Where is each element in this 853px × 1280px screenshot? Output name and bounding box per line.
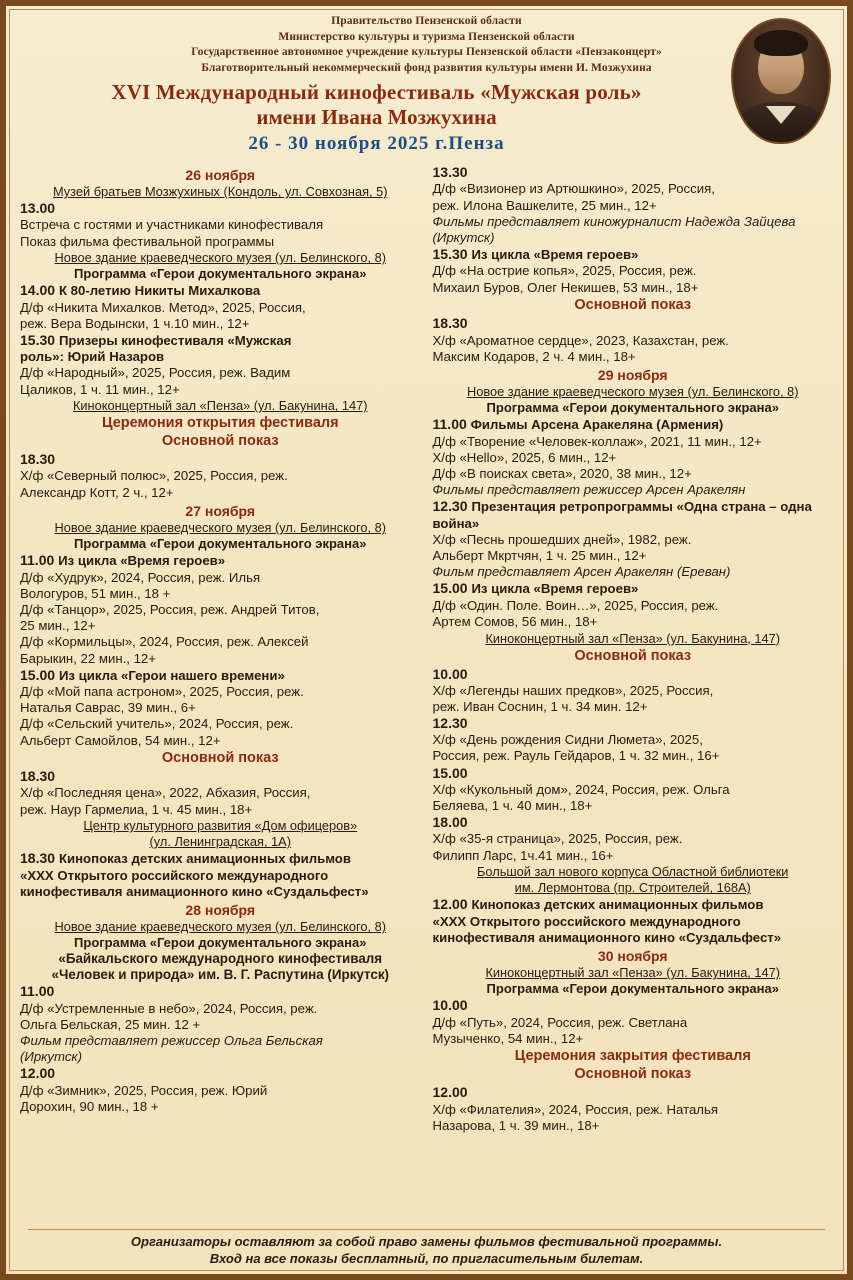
film-entry-line: Д/ф «Визионер из Артюшкино», 2025, Россия,	[432, 181, 715, 197]
schedule-date-heading: 26 ноября	[185, 167, 256, 184]
film-entry-line: Х/ф «Северный полюс», 2025, Россия, реж.	[20, 468, 288, 484]
screening-title: Презентация ретропрограммы «Одна страна – одна	[471, 499, 812, 515]
screening-time: 13.00	[20, 200, 56, 217]
film-entry-line: Д/ф «Худрук», 2024, Россия, реж. Илья	[20, 569, 261, 585]
schedule-column-left	[20, 164, 421, 1134]
footer-note-1: Организаторы оставляют за собой право замены фильмов фестивальной программы.	[130, 1234, 723, 1250]
venue-line: Новое здание краеведческого музея (ул. Белинского, 8)	[466, 384, 799, 400]
section-heading: Основной показ	[161, 750, 279, 767]
program-heading: Программа «Герои документального экрана»	[74, 536, 367, 552]
screening-time: 18.00	[432, 814, 468, 831]
venue-line: Большой зал нового корпуса Областной библиотеки	[477, 864, 789, 880]
film-entry-line: Дорохин, 90 мин., 18 +	[20, 1098, 159, 1114]
schedule-columns	[6, 158, 847, 1134]
screening-title-continued: кинофестиваля анимационного кино «Суздальфест»	[20, 883, 369, 899]
film-entry-line: Ольга Бельская, 25 мин. 12 +	[20, 1016, 201, 1032]
film-entry-line: Наталья Саврас, 39 мин., 6+	[20, 700, 196, 716]
schedule-column-right	[433, 164, 834, 1134]
screening-time-with-title	[20, 332, 421, 349]
film-entry-line: Х/ф «Hello», 2025, 6 мин., 12+	[432, 449, 617, 465]
film-entry-line: Х/ф «Легенды наших предков», 2025, Россия,	[432, 682, 714, 698]
venue-line: Центр культурного развития «Дом офицеров»	[83, 818, 358, 834]
presenter-note: Фильмы представляет киножурналист Надежда Зайцева	[432, 213, 796, 229]
presenter-note: Фильмы представляет режиссер Арсен Аракелян	[432, 482, 746, 498]
film-entry-line: Назарова, 1 ч. 39 мин., 18+	[432, 1117, 600, 1133]
film-entry-line: Альберт Мкртчян, 1 ч. 25 мин., 12+	[432, 548, 647, 564]
film-entry-line: Д/ф «Народный», 2025, Россия, реж. Вадим	[20, 365, 291, 381]
film-entry-line: Филипп Ларс, 1ч.41 мин., 16+	[432, 847, 614, 863]
film-entry-line: Х/ф «День рождения Сидни Люмета», 2025,	[432, 732, 703, 748]
film-entry-line: реж. Вера Водынски, 1 ч.10 мин., 12+	[20, 315, 250, 331]
screening-time: 15.30	[432, 246, 472, 263]
program-heading: Программа «Герои документального экрана»	[74, 935, 367, 951]
section-heading: Церемония закрытия фестиваля	[514, 1048, 751, 1065]
film-entry-line: Барыкин, 22 мин., 12+	[20, 650, 156, 666]
film-entry-line: Д/ф «Танцор», 2025, Россия, реж. Андрей Титов,	[20, 601, 320, 617]
schedule-date-heading: 28 ноября	[185, 902, 256, 919]
screening-time: 11.00	[20, 552, 59, 569]
section-heading: Основной показ	[574, 297, 692, 314]
screening-time: 14.00	[20, 282, 59, 299]
film-entry-line: Показ фильма фестивальной программы	[20, 233, 275, 249]
screening-title: Кинопоказ детских анимационных фильмов	[58, 851, 351, 867]
subsection-heading: «Человек и природа» им. В. Г. Распутина (Иркутск)	[51, 967, 389, 983]
screening-time: 18.30	[20, 850, 59, 867]
screening-title: Фильмы Арсена Аракеляна (Армения)	[470, 417, 724, 433]
screening-time: 15.00	[20, 666, 59, 683]
screening-time: 15.00	[432, 580, 472, 597]
film-entry-line: Вологуров, 51 мин., 18 +	[20, 585, 171, 601]
film-entry-line: Михаил Буров, Олег Некишев, 53 мин., 18+	[432, 279, 699, 295]
page-title: XVI Международный кинофестиваль «Мужская роль»	[111, 80, 642, 105]
screening-time: 11.00	[432, 416, 471, 433]
section-heading: Основной показ	[574, 1066, 692, 1083]
screening-time-with-title	[433, 896, 834, 913]
film-entry-line: Д/ф «Мой папа астроном», 2025, Россия, реж.	[20, 683, 304, 699]
organizer-line-2: Министерство культуры и туризма Пензенской области	[278, 30, 575, 43]
film-entry-line: Х/ф «Кукольный дом», 2024, Россия, реж. Ольга	[432, 781, 730, 797]
presenter-note: Фильм представляет Арсен Аракелян (Ереван)	[432, 564, 731, 580]
screening-title: Из цикла «Время героев»	[471, 581, 639, 597]
screening-title: Из цикла «Время героев»	[471, 247, 639, 263]
screening-time: 18.30	[432, 315, 468, 332]
film-entry-line: Д/ф «В поисках света», 2020, 38 мин., 12+	[432, 466, 692, 482]
schedule-date-heading: 30 ноября	[597, 948, 668, 965]
screening-time-with-title	[20, 667, 421, 684]
venue-line: Новое здание краеведческого музея (ул. Белинского, 8)	[54, 919, 386, 935]
film-entry-line: Александр Котт, 2 ч., 12+	[20, 484, 174, 500]
screening-time-with-title	[20, 850, 421, 867]
section-heading: Основной показ	[161, 433, 279, 450]
screening-time: 11.00	[20, 983, 55, 1000]
page-subtitle: имени Ивана Мозжухина	[256, 104, 497, 129]
film-entry-line: Х/ф «Последняя цена», 2022, Абхазия, Россия,	[20, 785, 311, 801]
schedule-date-heading: 27 ноября	[185, 503, 256, 520]
venue-line: Новое здание краеведческого музея (ул. Белинского, 8)	[54, 520, 386, 536]
screening-time-with-title	[20, 552, 421, 569]
festival-dates: 26 - 30 ноября 2025 г.Пенза	[248, 132, 505, 154]
poster-header	[6, 6, 847, 158]
screening-title-continued: «ХХХ Открытого российского международного	[20, 867, 329, 883]
screening-time: 13.30	[432, 164, 468, 181]
screening-time-with-title	[433, 580, 834, 597]
film-entry-line: Д/ф «Один. Поле. Воин…», 2025, Россия, реж.	[432, 597, 719, 613]
film-entry-line: Беляева, 1 ч. 40 мин., 18+	[432, 798, 593, 814]
venue-line: Киноконцертный зал «Пенза» (ул. Бакунина, 147)	[485, 965, 781, 981]
venue-line: Киноконцертный зал «Пенза» (ул. Бакунина, 147)	[485, 630, 781, 646]
screening-time: 10.00	[432, 665, 468, 682]
screening-time: 12.30	[432, 715, 468, 732]
screening-title: Кинопоказ детских анимационных фильмов	[471, 897, 764, 913]
screening-title-continued: кинофестиваля анимационного кино «Суздальфест»	[432, 929, 782, 945]
film-entry-line: Д/ф «Кормильцы», 2024, Россия, реж. Алексей	[20, 634, 309, 650]
presenter-note: (Иркутск)	[432, 230, 495, 246]
film-entry-line: реж. Иван Соснин, 1 ч. 34 мин. 12+	[432, 698, 648, 714]
subsection-heading: «Байкальского международного кинофестиваля	[58, 951, 383, 967]
screening-time: 10.00	[432, 997, 468, 1014]
screening-time-with-title	[20, 282, 421, 299]
film-entry-line: реж. Илона Вашкелите, 25 мин., 12+	[432, 197, 657, 213]
film-entry-line: Д/ф «На острие копья», 2025, Россия, реж.	[432, 263, 697, 279]
program-heading: Программа «Герои документального экрана»	[486, 981, 779, 997]
organizer-line-1: Правительство Пензенской области	[331, 15, 522, 27]
portrait-ivan-mozzhukhin	[731, 18, 831, 144]
film-entry-line: Артем Сомов, 56 мин., 18+	[432, 613, 598, 629]
venue-line-continued: (ул. Ленинградская, 1А)	[149, 834, 291, 850]
screening-title-continued: роль»: Юрий Назаров	[20, 349, 165, 365]
screening-time: 12.00	[432, 1084, 468, 1101]
screening-time-with-title	[433, 498, 834, 515]
title-block	[16, 80, 837, 156]
film-entry-line: Максим Кодаров, 2 ч. 4 мин., 18+	[432, 348, 636, 364]
film-entry-line: Д/ф «Творение «Человек-коллаж», 2021, 11 мин., 12+	[432, 433, 762, 449]
program-heading: Программа «Герои документального экрана»	[74, 266, 367, 282]
film-entry-line: Встреча с гостями и участниками кинофестиваля	[20, 217, 324, 233]
program-heading: Программа «Герои документального экрана»	[486, 400, 779, 416]
presenter-note: (Иркутск)	[20, 1049, 83, 1065]
screening-title: К 80-летию Никиты Михалкова	[58, 283, 261, 299]
poster-footer	[6, 1229, 847, 1268]
film-entry-line: Х/ф «35-я страница», 2025, Россия, реж.	[432, 831, 683, 847]
schedule-date-heading: 29 ноября	[597, 367, 668, 384]
film-entry-line: Х/ф «Песнь прошедших дней», 1982, реж.	[432, 531, 692, 547]
organizer-line-3: Государственное автономное учреждение культуры Пензенской области «Пензаконцерт»	[191, 46, 662, 59]
screening-title: Из цикла «Время героев»	[58, 553, 226, 569]
screening-time: 12.30	[432, 498, 472, 515]
screening-title-continued: война»	[432, 515, 480, 531]
screening-title: Из цикла «Герои нашего времени»	[58, 667, 285, 683]
venue-line: Музей братьев Мозжухиных (Кондоль, ул. Совхозная, 5)	[52, 184, 388, 200]
venue-line: Новое здание краеведческого музея (ул. Белинского, 8)	[54, 250, 386, 266]
film-entry-line: Х/ф «Филателия», 2024, Россия, реж. Наталья	[432, 1101, 718, 1117]
film-entry-line: Альберт Самойлов, 54 мин., 12+	[20, 732, 221, 748]
film-entry-line: Д/ф «Устремленные в небо», 2024, Россия, реж.	[20, 1000, 318, 1016]
screening-title-continued: «ХХХ Открытого российского международного	[432, 913, 741, 929]
venue-line-continued: им. Лермонтова (пр. Строителей, 168А)	[514, 880, 751, 896]
presenter-note: Фильм представляет режиссер Ольга Бельская	[20, 1033, 323, 1048]
film-entry-line: Д/ф «Сельский учитель», 2024, Россия, реж.	[20, 716, 294, 732]
film-entry-line: Музыченко, 54 мин., 12+	[432, 1030, 584, 1046]
screening-time: 12.00	[20, 1065, 56, 1082]
film-entry-line: Россия, реж. Рауль Гейдаров, 1 ч. 32 мин., 16+	[432, 748, 720, 764]
screening-time-with-title	[433, 416, 834, 433]
film-entry-line: Х/ф «Ароматное сердце», 2023, Казахстан, реж.	[432, 332, 729, 348]
film-entry-line: Д/ф «Путь», 2024, Россия, реж. Светлана	[432, 1014, 688, 1030]
screening-time: 18.30	[20, 451, 56, 468]
organizer-line-4: Благотворительный некоммерческий фонд развития культуры имени И. Мозжухина	[201, 61, 652, 74]
film-entry-line: Д/ф «Никита Михалков. Метод», 2025, Россия,	[20, 299, 306, 315]
portrait-hair	[754, 30, 808, 56]
screening-time: 18.30	[20, 768, 56, 785]
film-entry-line: Цаликов, 1 ч. 11 мин., 12+	[20, 381, 180, 397]
footer-note-2: Вход на все показы бесплатный, по пригласительным билетам.	[209, 1251, 644, 1267]
screening-time: 15.30	[20, 331, 59, 348]
venue-line: Киноконцертный зал «Пенза» (ул. Бакунина, 147)	[72, 398, 368, 414]
section-heading: Церемония открытия фестиваля	[101, 415, 339, 432]
film-entry-line: 25 мин., 12+	[20, 618, 96, 634]
film-entry-line: реж. Наур Гармелиа, 1 ч. 45 мин., 18+	[20, 801, 253, 817]
section-heading: Основной показ	[574, 647, 692, 664]
film-entry-line: Д/ф «Зимник», 2025, Россия, реж. Юрий	[20, 1082, 268, 1098]
footer-divider	[28, 1229, 825, 1230]
screening-time: 12.00	[432, 896, 472, 913]
screening-time-with-title	[433, 246, 834, 263]
screening-title: Призеры кинофестиваля «Мужская	[58, 332, 292, 348]
screening-time: 15.00	[432, 764, 468, 781]
